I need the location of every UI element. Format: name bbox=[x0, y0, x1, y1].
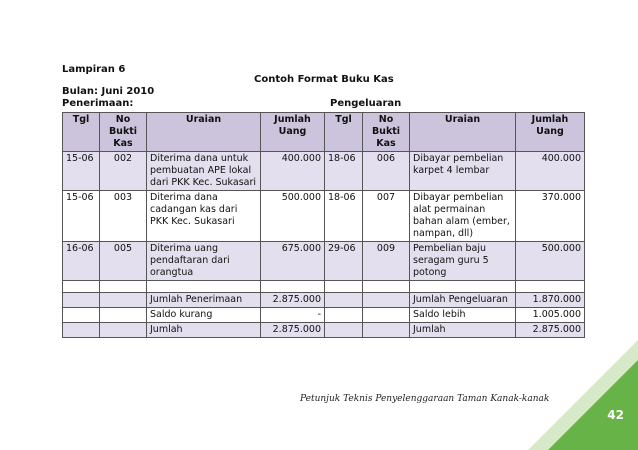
cell-tgl: 16-06 bbox=[63, 242, 100, 281]
summary-value: 1.870.000 bbox=[516, 293, 585, 308]
table-row bbox=[63, 191, 585, 242]
cell-jumlah: 500.000 bbox=[261, 191, 325, 242]
cell-tgl: 15-06 bbox=[63, 152, 100, 191]
cell-tgl: 29-06 bbox=[325, 242, 363, 281]
cell-uraian: Diterima uang pendaftaran dari orangtua bbox=[147, 242, 261, 281]
summary-label: Jumlah bbox=[147, 323, 261, 338]
table-row bbox=[63, 242, 585, 281]
month-label: Bulan: Juni 2010 bbox=[62, 86, 155, 97]
summary-value: 2.875.000 bbox=[261, 293, 325, 308]
summary-label: Saldo lebih bbox=[410, 308, 516, 323]
corner-decoration bbox=[548, 360, 638, 450]
cell-uraian: Diterima dana untuk pembuatan APE lokal dari PKK Kec. Sukasari bbox=[147, 152, 261, 191]
col-no-bukti-1: No Bukti Kas bbox=[100, 113, 147, 152]
summary-value: 1.005.000 bbox=[516, 308, 585, 323]
cell-jumlah: 400.000 bbox=[261, 152, 325, 191]
summary-value: - bbox=[261, 308, 325, 323]
summary-row bbox=[63, 323, 585, 338]
document-title: Contoh Format Buku Kas bbox=[254, 74, 394, 85]
summary-label: Saldo kurang bbox=[147, 308, 261, 323]
cell-jumlah: 500.000 bbox=[516, 242, 585, 281]
summary-row bbox=[63, 293, 585, 308]
cell-no: 009 bbox=[363, 242, 410, 281]
cell-no: 006 bbox=[363, 152, 410, 191]
table-row bbox=[63, 152, 585, 191]
cell-no: 005 bbox=[100, 242, 147, 281]
cell-tgl: 15-06 bbox=[63, 191, 100, 242]
col-uraian-2: Uraian bbox=[410, 113, 516, 152]
col-jumlah-2: Jumlah Uang bbox=[516, 113, 585, 152]
summary-label: Jumlah Penerimaan bbox=[147, 293, 261, 308]
footer-text: Petunjuk Teknis Penyelenggaraan Taman Kanak-kanak bbox=[300, 394, 550, 404]
cash-book-table bbox=[62, 112, 585, 338]
col-no-bukti-2: No Bukti Kas bbox=[363, 113, 410, 152]
cell-jumlah: 675.000 bbox=[261, 242, 325, 281]
col-tgl-2: Tgl bbox=[325, 113, 363, 152]
cell-no: 002 bbox=[100, 152, 147, 191]
income-label: Penerimaan: bbox=[62, 98, 134, 109]
col-jumlah-1: Jumlah Uang bbox=[261, 113, 325, 152]
cell-uraian: Dibayar pembelian karpet 4 lembar bbox=[410, 152, 516, 191]
cell-no: 003 bbox=[100, 191, 147, 242]
cell-uraian: Pembelian baju seragam guru 5 potong bbox=[410, 242, 516, 281]
summary-value: 2.875.000 bbox=[261, 323, 325, 338]
summary-label: Jumlah bbox=[410, 323, 516, 338]
cell-jumlah: 370.000 bbox=[516, 191, 585, 242]
table-row-empty bbox=[63, 281, 585, 293]
cell-jumlah: 400.000 bbox=[516, 152, 585, 191]
col-tgl-1: Tgl bbox=[63, 113, 100, 152]
summary-row bbox=[63, 308, 585, 323]
col-uraian-1: Uraian bbox=[147, 113, 261, 152]
summary-label: Jumlah Pengeluaran bbox=[410, 293, 516, 308]
cell-uraian: Dibayar pembelian alat permainan bahan alam (ember, nampan, dll) bbox=[410, 191, 516, 242]
cell-uraian: Diterima dana cadangan kas dari PKK Kec. Sukasari bbox=[147, 191, 261, 242]
expense-label: Pengeluaran bbox=[330, 98, 402, 109]
table-header-row bbox=[63, 113, 585, 152]
summary-value: 2.875.000 bbox=[516, 323, 585, 338]
page-number: 42 bbox=[607, 408, 624, 422]
cell-no: 007 bbox=[363, 191, 410, 242]
cell-tgl: 18-06 bbox=[325, 191, 363, 242]
appendix-label: Lampiran 6 bbox=[62, 64, 126, 75]
cell-tgl: 18-06 bbox=[325, 152, 363, 191]
